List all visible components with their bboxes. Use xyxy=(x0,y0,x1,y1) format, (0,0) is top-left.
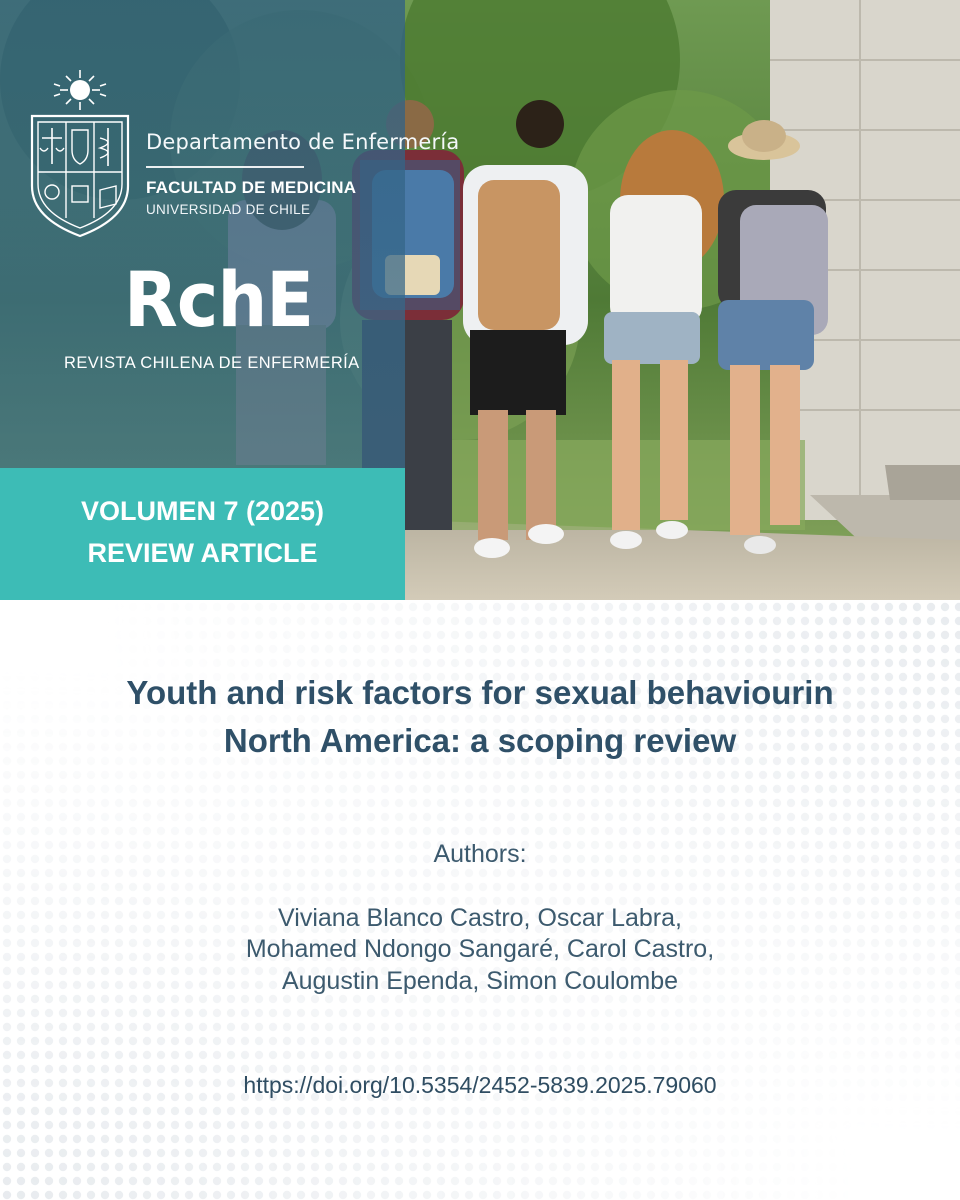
university-name: UNIVERSIDAD DE CHILE xyxy=(146,202,311,217)
article-title-line-2: North America: a scoping review xyxy=(223,722,737,759)
volume-banner xyxy=(0,468,405,600)
authors-label: Authors: xyxy=(433,840,527,868)
doi-link[interactable]: https://doi.org/10.5354/2452-5839.2025.79060 xyxy=(243,1072,717,1098)
department-name: Departamento de Enfermería xyxy=(146,130,460,154)
article-title-line-1: Youth and risk factors for sexual behaviourin xyxy=(126,674,834,711)
volume-label: VOLUMEN 7 (2025) xyxy=(80,496,325,526)
university-crest-icon xyxy=(28,68,132,240)
faculty-name: FACULTAD DE MEDICINA xyxy=(146,178,357,197)
authors-line-2: Mohamed Ndongo Sangaré, Carol Castro, xyxy=(245,935,715,963)
journal-logo: RchE xyxy=(124,255,314,344)
header-divider xyxy=(146,166,304,168)
authors-line-3: Augustin Ependa, Simon Coulombe xyxy=(281,967,679,995)
article-type-label: REVIEW ARTICLE xyxy=(87,538,318,568)
authors-line-1: Viviana Blanco Castro, Oscar Labra, xyxy=(278,904,682,932)
journal-name: REVISTA CHILENA DE ENFERMERÍA xyxy=(64,354,360,372)
